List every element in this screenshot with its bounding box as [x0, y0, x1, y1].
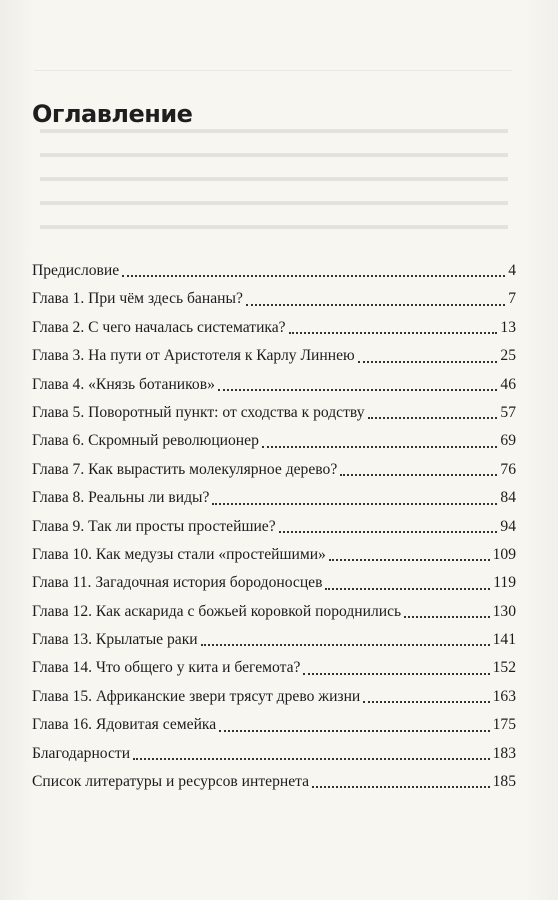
toc-entry[interactable] — [32, 314, 516, 342]
toc-entry-page-number: 130 — [492, 602, 516, 620]
toc-entry-page-number: 109 — [492, 545, 516, 563]
toc-entry[interactable] — [32, 427, 516, 455]
toc-entry-page-number: 141 — [492, 631, 516, 649]
dot-leader — [262, 445, 498, 448]
dot-leader — [363, 700, 489, 703]
toc-entry-title: Глава 16. Ядовитая семейка — [32, 716, 217, 734]
page-title: Оглавление — [32, 100, 193, 128]
toc-entry-title: Глава 5. Поворотный пункт: от сходства к родству — [32, 403, 365, 421]
toc-entry[interactable] — [32, 342, 516, 370]
toc-entry-title: Глава 10. Как медузы стали «простейшими» — [32, 545, 326, 563]
toc-entry-title: Глава 1. При чём здесь бананы? — [32, 290, 243, 308]
show-through-text: ▬▬▬▬▬▬▬▬▬▬▬▬▬▬▬▬▬▬▬▬▬▬▬▬▬▬▬▬▬▬▬▬▬▬▬▬ — [40, 145, 508, 160]
toc-entry-page-number: 25 — [500, 347, 516, 365]
toc-entry[interactable] — [32, 711, 516, 739]
toc-entry[interactable] — [32, 541, 516, 569]
dot-leader — [368, 416, 498, 419]
toc-entry-title: Благодарности — [32, 744, 131, 762]
toc-entry-page-number: 175 — [492, 716, 516, 734]
toc-entry-title: Глава 13. Крылатые раки — [32, 631, 198, 649]
toc-entry-page-number: 183 — [492, 744, 516, 762]
toc-entry-title: Предисловие — [32, 262, 120, 279]
toc-entry[interactable] — [32, 456, 516, 484]
dot-leader — [212, 502, 497, 505]
dot-leader — [340, 473, 497, 476]
dot-leader — [218, 388, 498, 391]
dot-leader — [358, 360, 498, 363]
dot-leader — [303, 672, 489, 675]
toc-entry[interactable] — [32, 371, 516, 399]
dot-leader — [329, 558, 490, 561]
toc-entry[interactable] — [32, 768, 516, 796]
toc-entry[interactable] — [32, 740, 516, 768]
toc-entry-title: Глава 2. С чего началась систематика? — [32, 318, 286, 336]
show-through-text: ▬▬▬▬▬▬▬▬▬▬▬▬▬▬▬▬▬▬▬▬▬▬▬▬▬▬▬▬▬▬▬▬▬▬▬▬ — [40, 169, 508, 184]
dot-leader — [122, 274, 505, 277]
dot-leader — [219, 729, 489, 732]
toc-entry[interactable] — [32, 569, 516, 597]
dot-leader — [289, 331, 498, 334]
toc-entry[interactable] — [32, 484, 516, 512]
toc-entry-page-number: 69 — [500, 432, 516, 450]
toc-entry-title: Список литературы и ресурсов интернета — [32, 773, 310, 791]
toc-entry-page-number: 46 — [500, 375, 516, 393]
toc-entry-page-number: 94 — [500, 517, 516, 535]
toc-entry-page-number: 7 — [508, 290, 516, 308]
toc-entry-title: Глава 9. Так ли просты простейшие? — [32, 517, 276, 535]
toc-entry-page-number: 57 — [500, 403, 516, 421]
dot-leader — [312, 785, 490, 788]
toc-entry-page-number: 13 — [500, 318, 516, 336]
toc-entry[interactable] — [32, 399, 516, 427]
toc-entry[interactable] — [32, 626, 516, 654]
toc-entry[interactable] — [32, 683, 516, 711]
dot-leader — [133, 757, 490, 760]
toc-entry-page-number: 76 — [500, 460, 516, 478]
dot-leader — [201, 643, 490, 646]
table-of-contents — [32, 257, 516, 796]
toc-entry[interactable] — [32, 513, 516, 541]
toc-entry-title: Глава 7. Как вырастить молекулярное дерево? — [32, 460, 338, 478]
toc-entry-title: Глава 4. «Князь ботаников» — [32, 375, 215, 393]
dot-leader — [246, 303, 505, 306]
toc-entry-title: Глава 6. Скромный революционер — [32, 432, 259, 450]
toc-entry-page-number: 84 — [500, 489, 516, 507]
toc-entry-page-number: 4 — [508, 262, 516, 279]
dot-leader — [404, 615, 489, 618]
toc-entry-title: Глава 12. Как аскарида с божьей коровкой породнились — [32, 602, 402, 620]
show-through-text: ▬▬▬▬▬▬▬▬▬▬▬▬▬▬▬▬▬▬▬▬▬▬▬▬▬▬▬▬▬▬▬▬▬▬▬▬ — [40, 217, 508, 232]
toc-entry[interactable] — [32, 598, 516, 626]
toc-entry-title: Глава 11. Загадочная история бородоносцев — [32, 574, 323, 592]
toc-entry-title: Глава 14. Что общего у кита и бегемота? — [32, 659, 301, 677]
show-through-text: ▬▬▬▬▬▬▬▬▬▬▬▬▬▬▬▬▬▬▬▬▬▬▬▬▬▬▬▬▬▬▬▬▬▬▬▬ — [40, 121, 508, 136]
running-head — [34, 58, 512, 71]
toc-entry-title: Глава 3. На пути от Аристотеля к Карлу Линнею — [32, 347, 355, 365]
toc-entry-page-number: 185 — [492, 773, 516, 791]
toc-entry[interactable] — [32, 654, 516, 682]
toc-entry[interactable] — [32, 285, 516, 313]
toc-entry-title: Глава 8. Реальны ли виды? — [32, 489, 210, 507]
show-through-text: ▬▬▬▬▬▬▬▬▬▬▬▬▬▬▬▬▬▬▬▬▬▬▬▬▬▬▬▬▬▬▬▬▬▬▬▬ — [40, 193, 508, 208]
toc-entry-title: Глава 15. Африканские звери трясут древо жизни — [32, 687, 361, 705]
toc-entry-page-number: 152 — [492, 659, 516, 677]
toc-entry-page-number: 163 — [492, 687, 516, 705]
dot-leader — [279, 530, 498, 533]
toc-entry[interactable] — [32, 257, 516, 285]
dot-leader — [325, 587, 490, 590]
toc-entry-page-number: 119 — [493, 574, 516, 592]
